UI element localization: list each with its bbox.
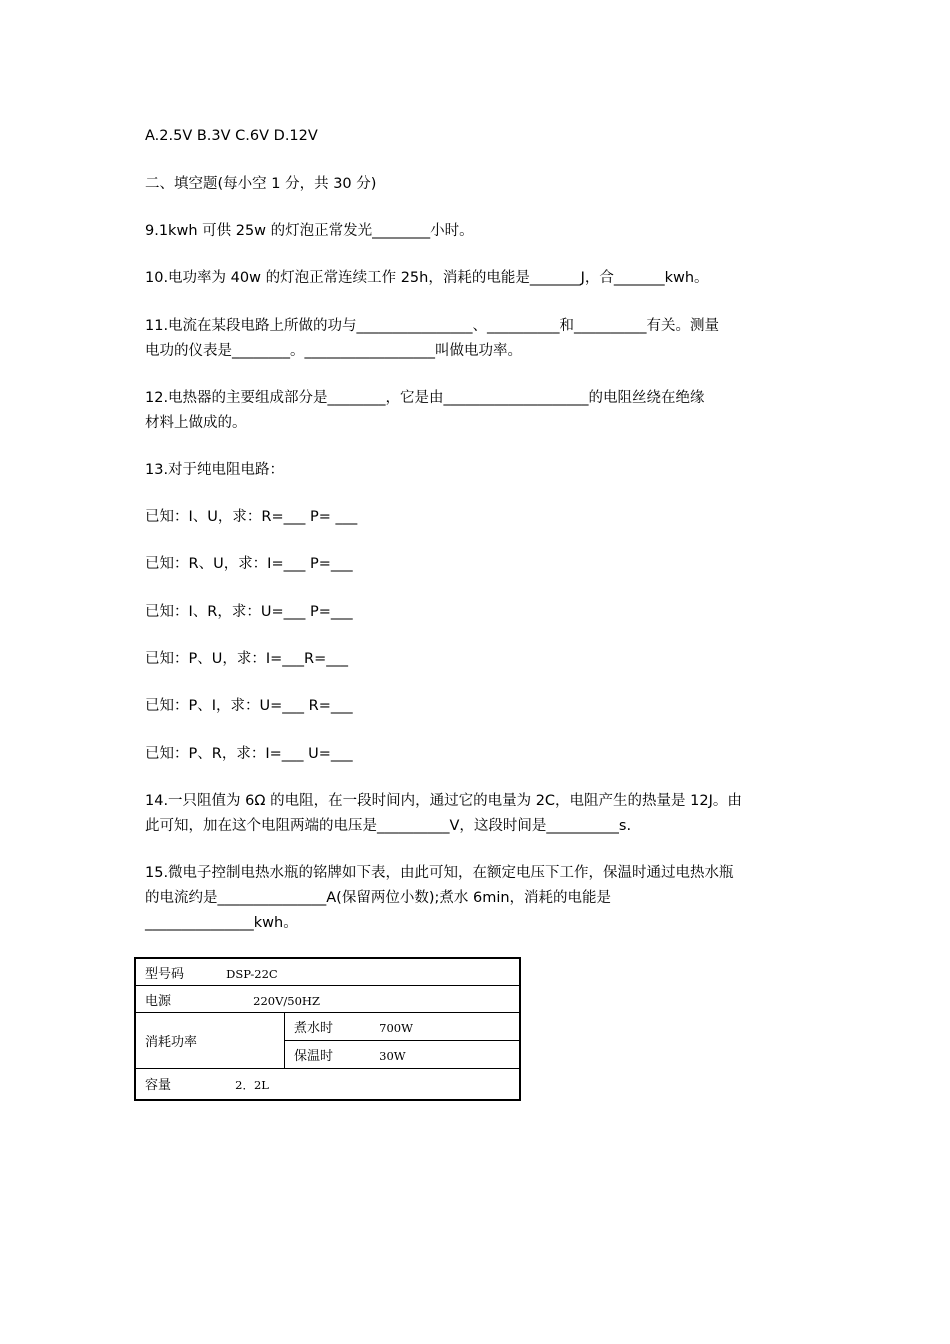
capacity-cell: [135, 1068, 520, 1100]
question-13-item-6: 已知：P、R，求：I=___ U=___: [145, 746, 353, 762]
model-label: 型号码: [145, 966, 185, 982]
question-14-line-1: 14.一只阻值为 6Ω 的电阻，在一段时间内，通过它的电量为 2C，电阻产生的热量是 12J。由: [145, 793, 742, 809]
model-cell: [135, 958, 520, 986]
question-12-line-1: 12.电热器的主要组成部分是________，它是由____________________的电阻丝绕在绝缘: [145, 390, 705, 406]
question-13-item-5: 已知：P、I，求：U=___ R=___: [145, 698, 353, 714]
model-value: DSP-22C: [226, 966, 278, 981]
table-row-power-supply: [135, 986, 520, 1013]
boil-value: 700W: [379, 1021, 413, 1036]
section-heading-fill-in: 二、填空题(每小空 1 分，共 30 分): [145, 176, 377, 192]
keep-warm-label: 保温时: [294, 1048, 334, 1064]
question-15-line-3: _______________kwh。: [145, 915, 298, 931]
consumption-label: 消耗功率: [145, 1035, 198, 1051]
keep-warm-value: 30W: [379, 1048, 406, 1063]
choice-options: A.2.5V B.3V C.6V D.12V: [145, 128, 318, 144]
power-supply-cell: [135, 986, 520, 1013]
question-15-line-2: 的电流约是_______________A(保留两位小数);煮水 6min，消耗的电能是: [145, 890, 612, 906]
question-13-item-4: 已知：P、U，求：I=___R=___: [145, 651, 349, 667]
table-row-consumption-boil: [135, 1013, 520, 1041]
question-14-line-2: 此可知，加在这个电阻两端的电压是__________V，这段时间是__________s.: [145, 818, 632, 834]
question-13-item-2: 已知：R、U，求：I=___ P=___: [145, 556, 353, 572]
question-15-line-1: 15.微电子控制电热水瓶的铭牌如下表，由此可知，在额定电压下工作，保温时通过电热水瓶: [145, 865, 734, 881]
question-11-line-2: 电功的仪表是________。__________________叫做电功率。: [145, 343, 522, 359]
power-supply-value: 220V/50HZ: [253, 993, 320, 1008]
question-11-line-1: 11.电流在某段电路上所做的功与________________、__________和__________有关。测量: [145, 318, 720, 334]
keep-warm-cell: [285, 1041, 521, 1069]
table-row-capacity: [135, 1068, 520, 1100]
question-10: 10.电功率为 40w 的灯泡正常连续工作 25h，消耗的电能是_______J，合_______kwh。: [145, 270, 709, 286]
table-row-model: [135, 958, 520, 986]
question-12-line-2: 材料上做成的。: [145, 415, 247, 431]
consumption-label-cell: [135, 1013, 285, 1068]
boil-label: 煮水时: [294, 1021, 334, 1037]
boil-cell: [285, 1013, 521, 1041]
question-13-item-1: 已知：I、U，求：R=___ P= ___: [145, 509, 358, 525]
capacity-value: 2．2L: [235, 1078, 269, 1093]
question-9: 9.1kwh 可供 25w 的灯泡正常发光________小时。: [145, 223, 474, 239]
question-13: 13.对于纯电阻电路：: [145, 462, 285, 478]
capacity-label: 容量: [145, 1078, 172, 1094]
nameplate-table: [134, 957, 521, 1101]
question-13-item-3: 已知：I、R，求：U=___ P=___: [145, 604, 353, 620]
power-supply-label: 电源: [145, 993, 172, 1009]
